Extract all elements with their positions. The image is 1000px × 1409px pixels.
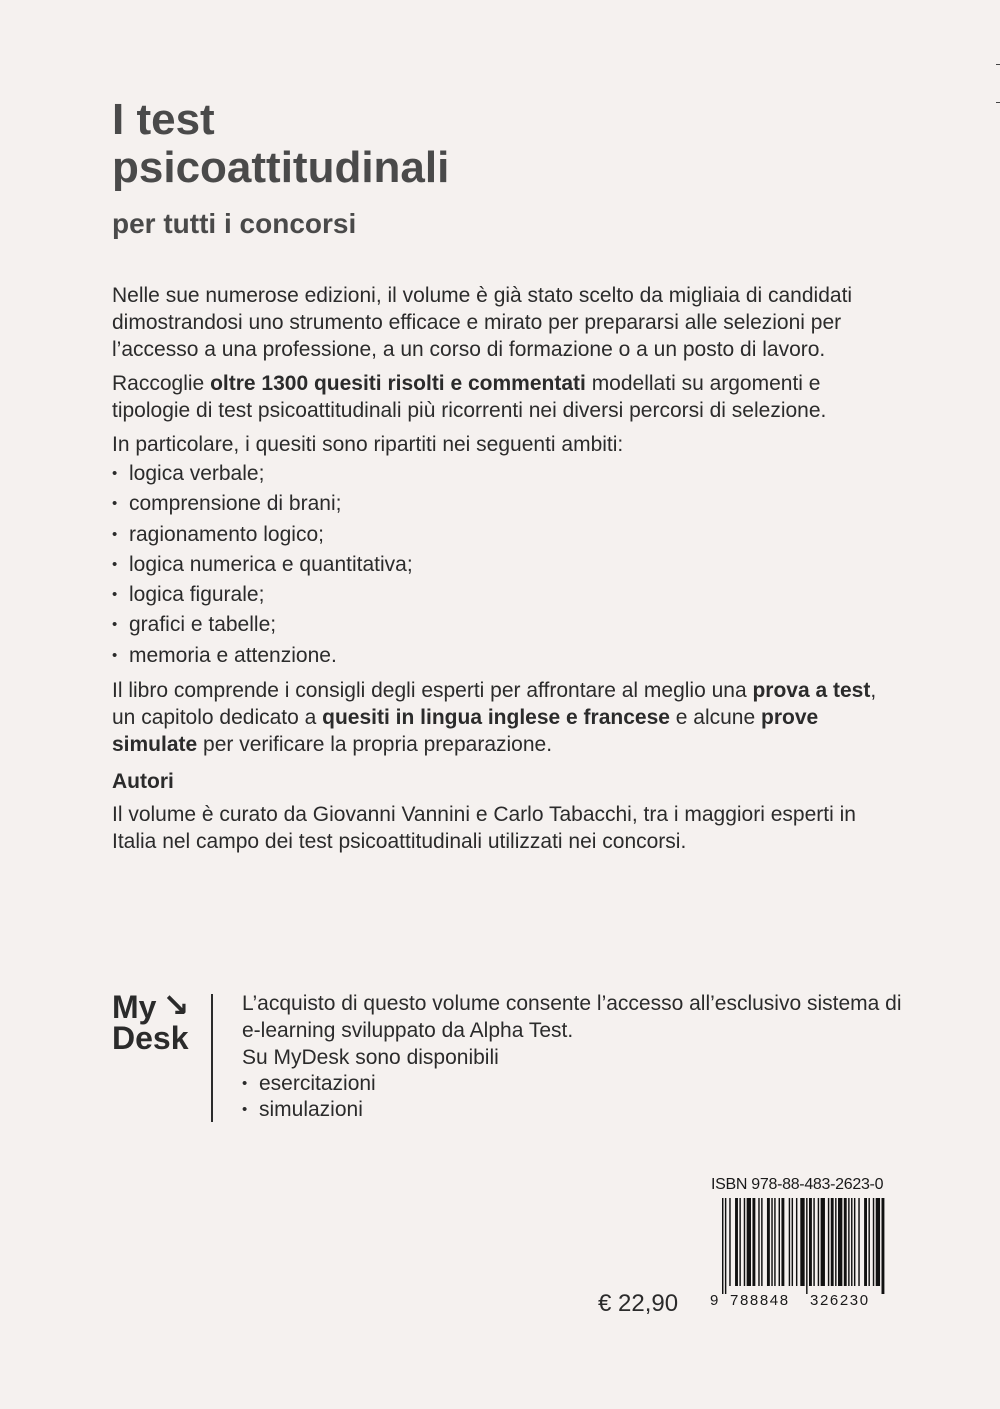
authors-text: Il volume è curato da Giovanni Vannini e Carlo Tabacchi, tra i maggiori esperti in Italia nel campo dei test psicoattitudinali utilizzati nei concorsi. [112,803,856,854]
list-item: • comprensione di brani; [112,489,902,519]
title-line-1: I test [112,95,215,144]
mydesk-logo-desk: Desk [112,1020,189,1056]
book-subtitle: per tutti i concorsi [112,208,357,239]
mydesk-features-list [242,1071,922,1123]
mydesk-logo [112,987,190,1056]
text-fragment: per verificare la propria preparazione. [197,733,553,757]
crop-marks [994,60,1000,110]
text-fragment: e alcune [669,706,762,730]
list-item: • memoria e attenzione. [112,641,902,671]
ean-digits-left: 788848 [730,1292,790,1309]
list-item: • logica numerica e quantitativa; [112,550,902,580]
price: € 22,90 [598,1290,679,1317]
text-fragment: Raccoglie [112,372,211,395]
title-line-2: psicoattitudinali [112,143,450,192]
list-item: • simulazioni [242,1097,922,1123]
list-item: • ragionamento logico; [112,520,902,550]
emphasis-prova-test: prova a test [752,679,871,703]
arrow-down-right-icon: ↘ [162,987,190,1023]
divider-line [211,994,213,1122]
mydesk-logo-my: My [112,989,157,1025]
text-fragment: modellati su argomenti e tipologie di test psicoattitudinali più ricorrenti nei diversi percorsi di selezione. [112,372,827,422]
description-paragraph-3: In particolare, i quesiti sono ripartiti nei seguenti ambiti: [112,433,624,456]
book-title [112,96,449,192]
list-item: • esercitazioni [242,1071,922,1097]
barcode [722,1198,886,1294]
isbn-label: ISBN 978-88-483-2623-0 [711,1176,884,1193]
mydesk-paragraph-2: Su MyDesk sono disponibili [242,1046,499,1069]
description-paragraph-2 [112,370,902,424]
authors-heading: Autori [112,770,174,794]
ean-digits-right: 326230 [810,1292,870,1309]
list-item: • logica figurale; [112,580,902,610]
list-item: • grafici e tabelle; [112,610,902,640]
emphasis-prove-simulate: prove simulate [112,706,819,757]
emphasis-lingua: quesiti in lingua inglese e francese [322,706,670,730]
text-fragment: Il libro comprende i consigli degli esperti per affrontare al meglio una [112,679,753,703]
topics-list [112,459,902,671]
text-fragment: , un capitolo dedicato a [112,679,877,730]
description-paragraph-1: Nelle sue numerose edizioni, il volume è già stato scelto da migliaia di candidati dimostrandosi uno strumento efficace e mirato per prepararsi alle selezioni per l’accesso a una professione, a un corso di formazione o a un posto di lavoro. [112,284,853,361]
ean-digit-first: 9 [710,1292,719,1309]
description-paragraph-4 [112,677,902,758]
mydesk-paragraph-1: L’acquisto di questo volume consente l’accesso all’esclusivo sistema di e-learning sviluppato da Alpha Test. [242,992,902,1042]
list-item: • logica verbale; [112,459,902,489]
emphasis-quesiti: oltre 1300 quesiti risolti e commentati [210,372,586,395]
mydesk-info [242,990,922,1129]
description-block [112,282,902,862]
